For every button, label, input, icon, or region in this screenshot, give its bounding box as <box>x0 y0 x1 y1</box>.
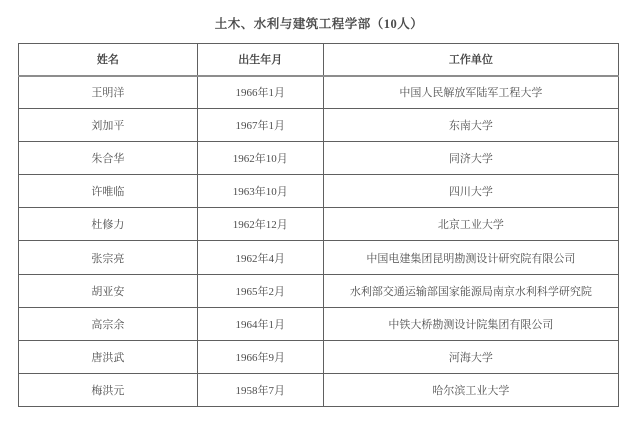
table-row <box>19 142 619 175</box>
header-name-cell: 姓名 <box>19 44 198 76</box>
org-cell: 水利部交通运输部国家能源局南京水利科学研究院 <box>323 274 618 307</box>
roster-table <box>18 43 619 407</box>
birth-cell: 1966年9月 <box>197 340 323 373</box>
table-row <box>19 175 619 208</box>
page-title: 土木、水利与建筑工程学部（10人） <box>214 17 424 31</box>
org-cell: 中国人民解放军陆军工程大学 <box>323 76 618 109</box>
table-row <box>19 241 619 274</box>
table-row <box>19 373 619 406</box>
name-cell: 许唯临 <box>19 175 198 208</box>
header-org-cell: 工作单位 <box>323 44 618 76</box>
org-cell: 四川大学 <box>323 175 618 208</box>
org-cell: 中铁大桥勘测设计院集团有限公司 <box>323 307 618 340</box>
name-cell: 梅洪元 <box>19 373 198 406</box>
birth-cell: 1962年12月 <box>197 208 323 241</box>
name-cell: 高宗余 <box>19 307 198 340</box>
org-cell: 东南大学 <box>323 109 618 142</box>
table-row <box>19 274 619 307</box>
table-row <box>19 109 619 142</box>
table-row <box>19 307 619 340</box>
table-header-row <box>19 44 619 76</box>
name-cell: 张宗亮 <box>19 241 198 274</box>
org-cell: 北京工业大学 <box>323 208 618 241</box>
name-cell: 刘加平 <box>19 109 198 142</box>
birth-cell: 1965年2月 <box>197 274 323 307</box>
name-cell: 王明洋 <box>19 76 198 109</box>
org-cell: 中国电建集团昆明勘测设计研究院有限公司 <box>323 241 618 274</box>
table-row <box>19 340 619 373</box>
birth-cell: 1962年4月 <box>197 241 323 274</box>
name-cell: 朱合华 <box>19 142 198 175</box>
table-row <box>19 76 619 109</box>
birth-cell: 1963年10月 <box>197 175 323 208</box>
name-cell: 唐洪武 <box>19 340 198 373</box>
table-row <box>19 208 619 241</box>
org-cell: 河海大学 <box>323 340 618 373</box>
birth-cell: 1966年1月 <box>197 76 323 109</box>
org-cell: 哈尔滨工业大学 <box>323 373 618 406</box>
header-birth-cell: 出生年月 <box>197 44 323 76</box>
birth-cell: 1958年7月 <box>197 373 323 406</box>
name-cell: 杜修力 <box>19 208 198 241</box>
name-cell: 胡亚安 <box>19 274 198 307</box>
org-cell: 同济大学 <box>323 142 618 175</box>
birth-cell: 1962年10月 <box>197 142 323 175</box>
birth-cell: 1967年1月 <box>197 109 323 142</box>
birth-cell: 1964年1月 <box>197 307 323 340</box>
